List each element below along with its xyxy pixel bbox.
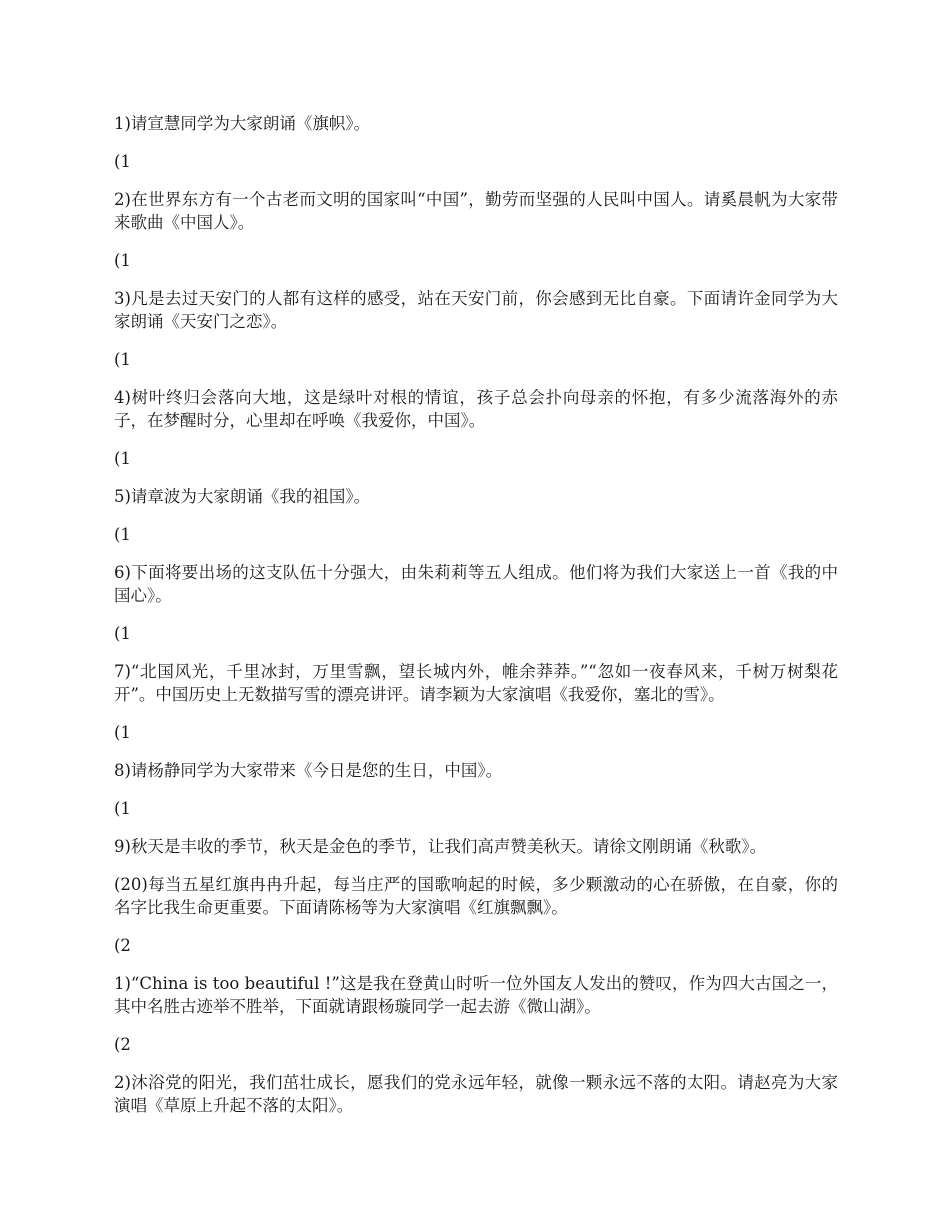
paragraph-marker: (1	[114, 624, 131, 643]
paragraph-item-5: 5)请章波为大家朗诵《我的祖国》。	[114, 487, 371, 506]
paragraph-marker: (1	[114, 350, 131, 369]
paragraph-item-20: (20)每当五星红旗冉冉升起，每当庄严的国歌响起的时候，多少颗激动的心在骄傲，在自豪，你的名字比我生命更重要。下面请陈杨等为大家演唱《红旗飘飘》。	[114, 875, 838, 917]
document-body	[114, 112, 838, 1132]
paragraph-item-2: 2)在世界东方有一个古老而文明的国家叫“中国”，勤劳而坚强的人民叫中国人。请奚晨帆为大家带来歌曲《中国人》。	[114, 190, 838, 232]
paragraph-marker: (1	[114, 723, 131, 742]
paragraph-item-6: 6)下面将要出场的这支队伍十分强大，由朱莉莉等五人组成。他们将为我们大家送上一首《我的中国心》。	[114, 563, 838, 605]
paragraph-item-4: 4)树叶终归会落向大地，这是绿叶对根的情谊，孩子总会扑向母亲的怀抱，有多少流落海外的赤子，在梦醒时分，心里却在呼唤《我爱你，中国》。	[114, 388, 838, 430]
paragraph-marker: (1	[114, 152, 131, 171]
paragraph-item-7: 7)“北国风光，千里冰封，万里雪飘，望长城内外，帷余莽莽。”“忽如一夜春风来，千树万树梨花开”。中国历史上无数描写雪的漂亮讲评。请李颖为大家演唱《我爱你，塞北的雪》。	[114, 662, 838, 704]
paragraph-marker: (1	[114, 449, 131, 468]
paragraph-item-21: 1)“China is too beautiful !”这是我在登黄山时听一位外国友人发出的赞叹，作为四大古国之一，其中名胜古迹举不胜举，下面就请跟杨璇同学一起去游《微山湖》。	[114, 974, 838, 1016]
paragraph-marker: (1	[114, 251, 131, 270]
paragraph-marker: (2	[114, 1035, 131, 1054]
paragraph-marker: (1	[114, 525, 131, 544]
paragraph-item-3: 3)凡是去过天安门的人都有这样的感受，站在天安门前，你会感到无比自豪。下面请许金同学为大家朗诵《天安门之恋》。	[114, 289, 838, 331]
paragraph-marker: (2	[114, 936, 131, 955]
paragraph-item-9: 9)秋天是丰收的季节，秋天是金色的季节，让我们高声赞美秋天。请徐文刚朗诵《秋歌》。	[114, 837, 767, 856]
paragraph-item-1: 1)请宣慧同学为大家朗诵《旗帜》。	[114, 114, 371, 133]
paragraph-item-8: 8)请杨静同学为大家带来《今日是您的生日，中国》。	[114, 761, 503, 780]
paragraph-marker: (1	[114, 799, 131, 818]
paragraph-item-22: 2)沐浴党的阳光，我们茁壮成长，愿我们的党永远年轻，就像一颗永远不落的太阳。请赵亮为大家演唱《草原上升起不落的太阳》。	[114, 1073, 838, 1115]
